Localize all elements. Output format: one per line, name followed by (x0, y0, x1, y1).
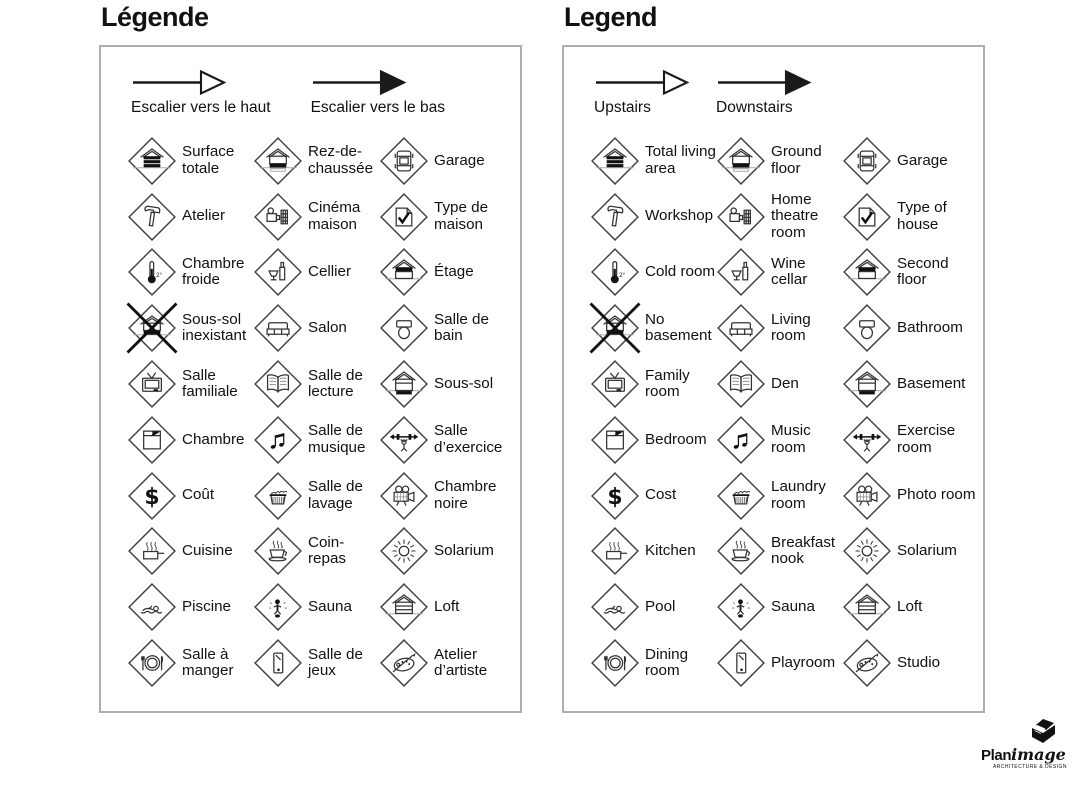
legend-item-label: Photo room (897, 486, 976, 504)
stairs-down-arrow-icon (311, 69, 407, 96)
no-basement-icon (127, 303, 177, 353)
planimage-logo (981, 719, 1077, 781)
logo-tagline: ARCHITECTURE & DESIGN (993, 764, 1067, 770)
legend-item-label: Pool (645, 598, 676, 616)
second-floor-icon (379, 247, 429, 297)
ground-floor-icon (253, 136, 303, 186)
legend-item-label: Piscine (182, 598, 231, 616)
legend-item (379, 356, 520, 412)
basement-icon (379, 359, 429, 409)
stairs-up-label: Escalier vers le haut (131, 99, 271, 116)
legend-item-label: Ground floor (771, 143, 822, 177)
music-room-icon (253, 415, 303, 465)
legend-panel-en (562, 45, 985, 713)
photo-room-icon (842, 471, 892, 521)
wine-cellar-icon (716, 247, 766, 297)
legend-item (127, 468, 253, 524)
legend-item (379, 300, 520, 356)
legend-item-label: Salle de lecture (308, 366, 363, 401)
legend-item (716, 524, 842, 580)
svg-text:$: $ (144, 484, 160, 510)
legend-item (127, 412, 253, 468)
legend-item (253, 635, 379, 691)
no-basement-icon (590, 303, 640, 353)
stairs-down-legend (311, 69, 445, 117)
legend-item-label: Coin-repas (308, 534, 346, 568)
legend-item-label: Coût (182, 486, 215, 504)
legend-title-fr: Légende (101, 2, 209, 32)
living-room-icon (716, 303, 766, 353)
home-theatre-icon (716, 192, 766, 242)
legend-item (842, 189, 983, 245)
legend-item (379, 412, 520, 468)
legend-item-label: Solarium (434, 542, 494, 560)
svg-text:$: $ (607, 484, 623, 510)
legend-item (716, 133, 842, 189)
legend-item-label: Cuisine (182, 542, 233, 560)
legend-item (590, 133, 716, 189)
legend-item-label: Salle de bain (434, 310, 489, 345)
legend-item-label: Wine cellar (771, 255, 808, 289)
legend-item (127, 245, 253, 301)
legend-item-label: Studio (897, 653, 941, 671)
garage-icon (842, 136, 892, 186)
legend-item-label: Sous-sol (434, 374, 494, 392)
stairs-up-legend (594, 69, 690, 117)
type-of-house-icon (842, 192, 892, 242)
stairs-down-arrow-icon (716, 69, 812, 96)
stairs-down-label: Escalier vers le bas (310, 99, 445, 116)
legend-item-label: Sous-sol inexistant (182, 310, 247, 345)
sauna-icon (253, 582, 303, 632)
legend-grid-en (564, 133, 983, 691)
legend-item (127, 133, 253, 189)
legend-item-label: Den (771, 374, 799, 392)
kitchen-icon (127, 526, 177, 576)
legend-item (379, 468, 520, 524)
legend-item (127, 300, 253, 356)
legend-item-label: Salle familiale (182, 366, 238, 401)
legend-item (716, 579, 842, 635)
sauna-icon (716, 582, 766, 632)
family-room-icon (590, 359, 640, 409)
legend-item-label: Cold room (645, 263, 716, 281)
legend-item-label: Sauna (771, 598, 815, 616)
legend-item-label: Living room (771, 310, 811, 345)
pool-icon (590, 582, 640, 632)
legend-item-label: No basement (645, 310, 712, 345)
legend-item (590, 468, 716, 524)
den-icon (716, 359, 766, 409)
legend-item-label: Étage (434, 263, 474, 281)
legend-item (716, 468, 842, 524)
music-room-icon (716, 415, 766, 465)
legend-item (590, 635, 716, 691)
legend-item-label: Cinéma maison (308, 199, 361, 233)
legend-item-label: Type de maison (434, 199, 489, 233)
kitchen-icon (590, 526, 640, 576)
cold-room-icon (590, 247, 640, 297)
legend-item (379, 524, 520, 580)
ground-floor-icon (716, 136, 766, 186)
legend-item (590, 579, 716, 635)
legend-item (253, 133, 379, 189)
legend-item-label: Sauna (308, 598, 352, 616)
legend-item-label: Atelier (182, 207, 226, 225)
cost-icon (127, 471, 177, 521)
legend-item (842, 524, 983, 580)
loft-icon (379, 582, 429, 632)
legend-item-label: Chambre froide (182, 255, 245, 289)
legend-item-label: Workshop (645, 207, 714, 225)
legend-item (379, 579, 520, 635)
legend-item (590, 356, 716, 412)
legend-item (127, 356, 253, 412)
legend-item (127, 579, 253, 635)
total-living-area-icon (590, 136, 640, 186)
legend-item-label: Chambre noire (434, 478, 497, 512)
stairs-down-legend (716, 69, 812, 117)
photo-room-icon (379, 471, 429, 521)
dining-room-icon (590, 638, 640, 688)
family-room-icon (127, 359, 177, 409)
bedroom-icon (127, 415, 177, 465)
living-room-icon (253, 303, 303, 353)
legend-item (716, 300, 842, 356)
legend-item (253, 245, 379, 301)
legend-item (842, 133, 983, 189)
garage-icon (379, 136, 429, 186)
workshop-icon (127, 192, 177, 242)
legend-item-label: Salon (308, 319, 347, 337)
legend-item-label: Salle d’exercice (434, 422, 503, 456)
legend-item-label: Family room (645, 366, 690, 401)
legend-item (590, 189, 716, 245)
planimage-logo-text (981, 745, 1066, 765)
legend-item (716, 412, 842, 468)
bathroom-icon (842, 303, 892, 353)
studio-icon (842, 638, 892, 688)
legend-item-label: Laundry room (771, 478, 826, 512)
legend-item-label: Type of house (897, 199, 947, 233)
legend-grid-fr (101, 133, 520, 691)
dining-room-icon (127, 638, 177, 688)
legend-item (253, 300, 379, 356)
legend-item (590, 412, 716, 468)
legend-item-label: Loft (434, 598, 460, 616)
stairs-up-label: Upstairs (594, 99, 651, 116)
legend-item (716, 245, 842, 301)
legend-item (590, 245, 716, 301)
second-floor-icon (842, 247, 892, 297)
legend-item-label: Surface totale (182, 143, 235, 177)
stairs-up-arrow-icon (131, 69, 227, 96)
svg-text:2°: 2° (156, 272, 163, 280)
legend-item-label: Solarium (897, 542, 957, 560)
legend-item (716, 356, 842, 412)
playroom-icon (716, 638, 766, 688)
legend-item (842, 412, 983, 468)
legend-item-label: Garage (897, 151, 948, 169)
svg-text:2°: 2° (619, 272, 626, 280)
legend-item-label: Salle de musique (308, 422, 366, 456)
legend-item (842, 635, 983, 691)
studio-icon (379, 638, 429, 688)
stairs-arrows-row (594, 69, 983, 117)
legend-item-label: Dining room (645, 645, 689, 680)
cold-room-icon (127, 247, 177, 297)
type-of-house-icon (379, 192, 429, 242)
exercise-room-icon (379, 415, 429, 465)
legend-item (253, 579, 379, 635)
legend-item-label: Salle de jeux (308, 645, 363, 680)
legend-item-label: Exercise room (897, 422, 956, 456)
legend-item-label: Cellier (308, 263, 352, 281)
logo-word-image: image (1011, 745, 1066, 764)
pool-icon (127, 582, 177, 632)
legend-item-label: Home theatre room (771, 191, 819, 241)
basement-icon (842, 359, 892, 409)
legend-item-label: Bathroom (897, 319, 963, 337)
legend-item-label: Kitchen (645, 542, 696, 560)
legend-item (842, 356, 983, 412)
playroom-icon (253, 638, 303, 688)
total-living-area-icon (127, 136, 177, 186)
laundry-room-icon (716, 471, 766, 521)
legend-item (379, 133, 520, 189)
legend-item-label: Rez-de-chaussée (308, 143, 374, 177)
bedroom-icon (590, 415, 640, 465)
stairs-up-arrow-icon (594, 69, 690, 96)
stairs-up-legend (131, 69, 271, 117)
solarium-icon (379, 526, 429, 576)
legend-item-label: Garage (434, 151, 485, 169)
legend-item (127, 524, 253, 580)
exercise-room-icon (842, 415, 892, 465)
solarium-icon (842, 526, 892, 576)
bathroom-icon (379, 303, 429, 353)
legend-item (127, 189, 253, 245)
breakfast-nook-icon (716, 526, 766, 576)
legend-item (379, 635, 520, 691)
legend-title-en: Legend (564, 2, 658, 32)
legend-item-label: Salle de lavage (308, 478, 363, 512)
legend-item-label: Breakfast nook (771, 534, 836, 568)
workshop-icon (590, 192, 640, 242)
legend-item (379, 245, 520, 301)
legend-item-label: Atelier d’artiste (434, 645, 488, 680)
stairs-arrows-row (131, 69, 520, 117)
wine-cellar-icon (253, 247, 303, 297)
home-theatre-icon (253, 192, 303, 242)
legend-item (716, 189, 842, 245)
legend-item-label: Basement (897, 374, 966, 392)
legend-item (253, 412, 379, 468)
legend-item (842, 468, 983, 524)
legend-item-label: Playroom (771, 653, 836, 671)
den-icon (253, 359, 303, 409)
legend-item (127, 635, 253, 691)
legend-item (842, 579, 983, 635)
breakfast-nook-icon (253, 526, 303, 576)
legend-item (379, 189, 520, 245)
legend-item-label: Cost (645, 486, 677, 504)
legend-item-label: Music room (771, 422, 811, 456)
legend-item-label: Bedroom (645, 430, 707, 448)
legend-item (842, 300, 983, 356)
legend-item (716, 635, 842, 691)
cost-icon (590, 471, 640, 521)
legend-item (842, 245, 983, 301)
legend-item-label: Salle à manger (182, 645, 234, 680)
legend-item-label: Total living area (645, 143, 716, 177)
legend-item (590, 300, 716, 356)
stairs-down-label: Downstairs (716, 99, 793, 116)
logo-word-plan: Plan (981, 747, 1012, 764)
legend-item-label: Chambre (182, 430, 245, 448)
legend-item-label: Loft (897, 598, 923, 616)
legend-item (253, 356, 379, 412)
legend-item (590, 524, 716, 580)
loft-icon (842, 582, 892, 632)
legend-panel-fr (99, 45, 522, 713)
legend-item (253, 524, 379, 580)
legend-item (253, 468, 379, 524)
legend-item-label: Second floor (897, 255, 949, 289)
laundry-room-icon (253, 471, 303, 521)
legend-item (253, 189, 379, 245)
